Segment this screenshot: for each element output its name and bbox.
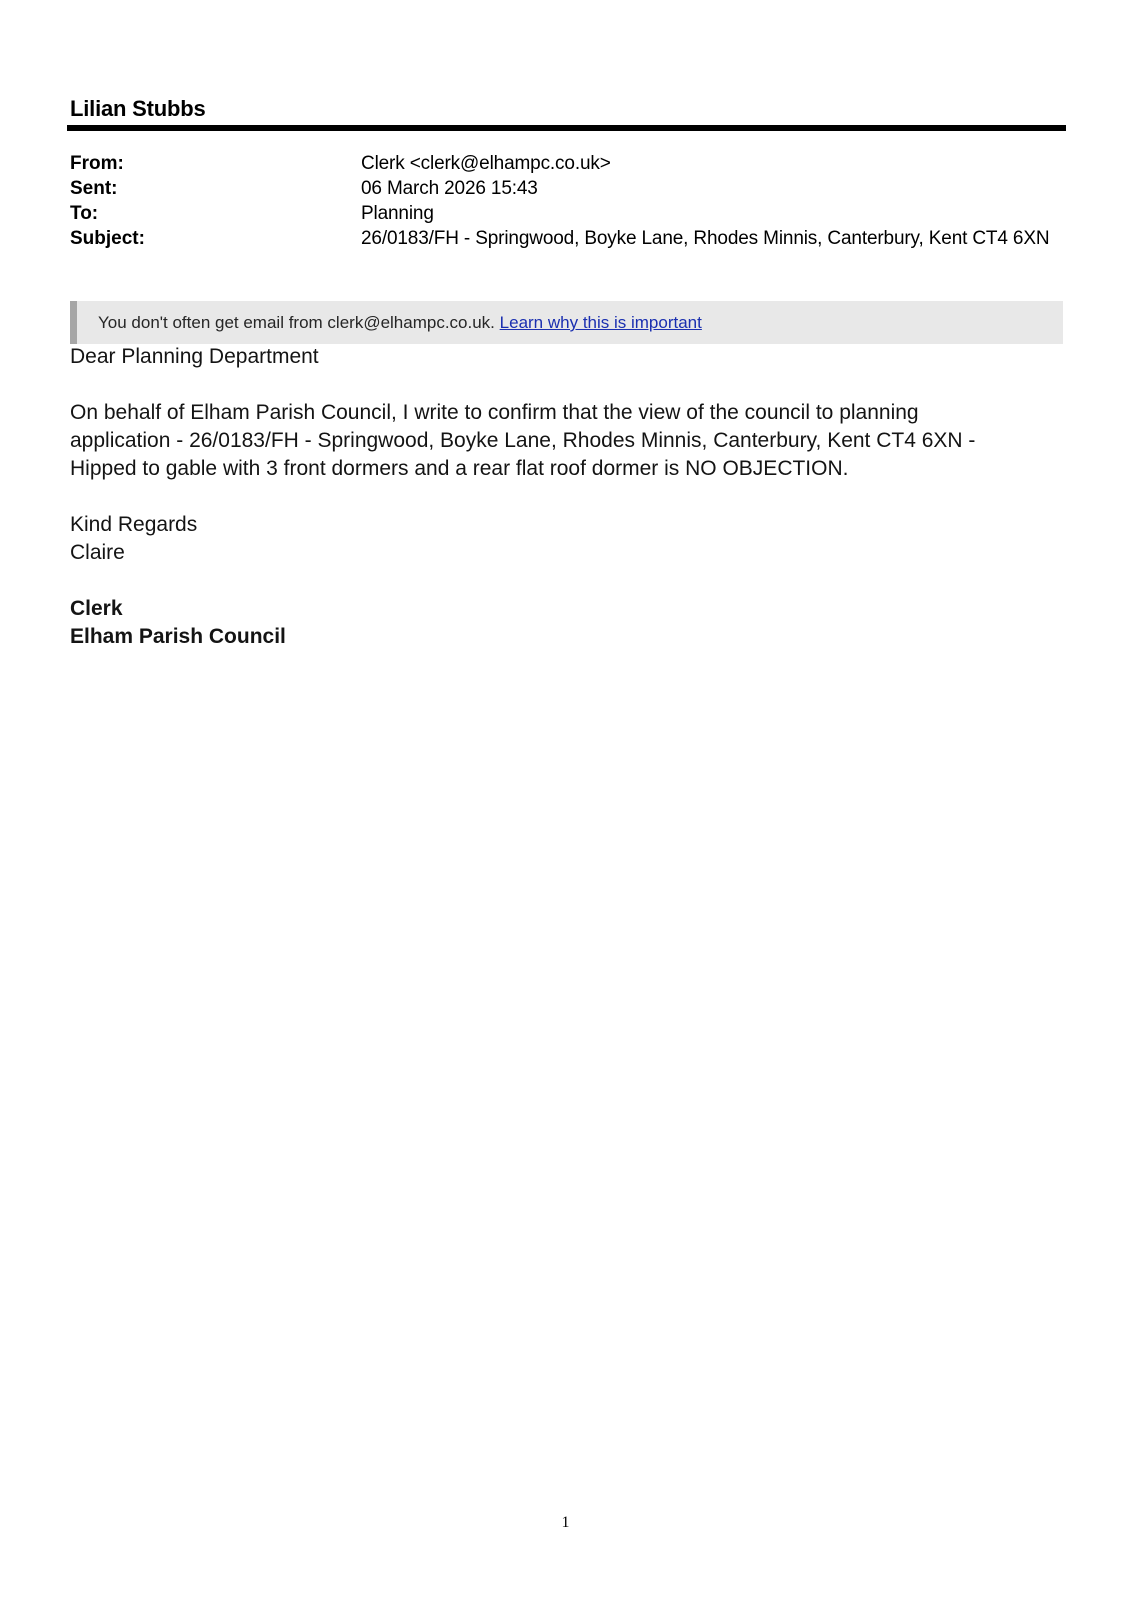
sent-label: Sent: [70,178,118,199]
body-line-2: application - 26/0183/FH - Springwood, Boyke Lane, Rhodes Minnis, Canterbury, Kent CT4 6XN - [70,429,976,452]
subject-value: 26/0183/FH - Springwood, Boyke Lane, Rhodes Minnis, Canterbury, Kent CT4 6XN [361,228,1050,249]
email-headers [70,151,1070,251]
subject-row [70,226,1070,251]
from-label: From: [70,153,124,174]
external-sender-warning-banner [70,301,1063,344]
page-number: 1 [561,1514,570,1531]
subject-label: Subject: [70,228,145,249]
sender-first-name: Claire [70,541,125,564]
learn-why-link[interactable]: Learn why this is important [499,313,702,332]
body-line-1: On behalf of Elham Parish Council, I write to confirm that the view of the council to planning [70,401,919,424]
mailbox-owner-name: Lilian Stubbs [70,96,206,121]
spacer [70,567,1070,595]
signature-organisation: Elham Parish Council [70,625,286,648]
from-row [70,151,1070,176]
to-label: To: [70,203,99,224]
spacer [70,483,1070,511]
signature-title: Clerk [70,597,123,620]
sent-value: 06 March 2026 15:43 [361,178,538,199]
to-value: Planning [361,203,434,224]
body-line-3: Hipped to gable with 3 front dormers and a rear flat roof dormer is NO OBJECTION. [70,457,849,480]
warning-text: You don't often get email from clerk@elhampc.co.uk. [98,313,495,332]
email-body [70,343,1070,651]
header-divider [67,125,1066,131]
to-row [70,201,1070,226]
greeting: Dear Planning Department [70,345,319,368]
spacer [70,371,1070,399]
closing: Kind Regards [70,513,198,536]
from-value: Clerk <clerk@elhampc.co.uk> [361,153,611,174]
sent-row [70,176,1070,201]
